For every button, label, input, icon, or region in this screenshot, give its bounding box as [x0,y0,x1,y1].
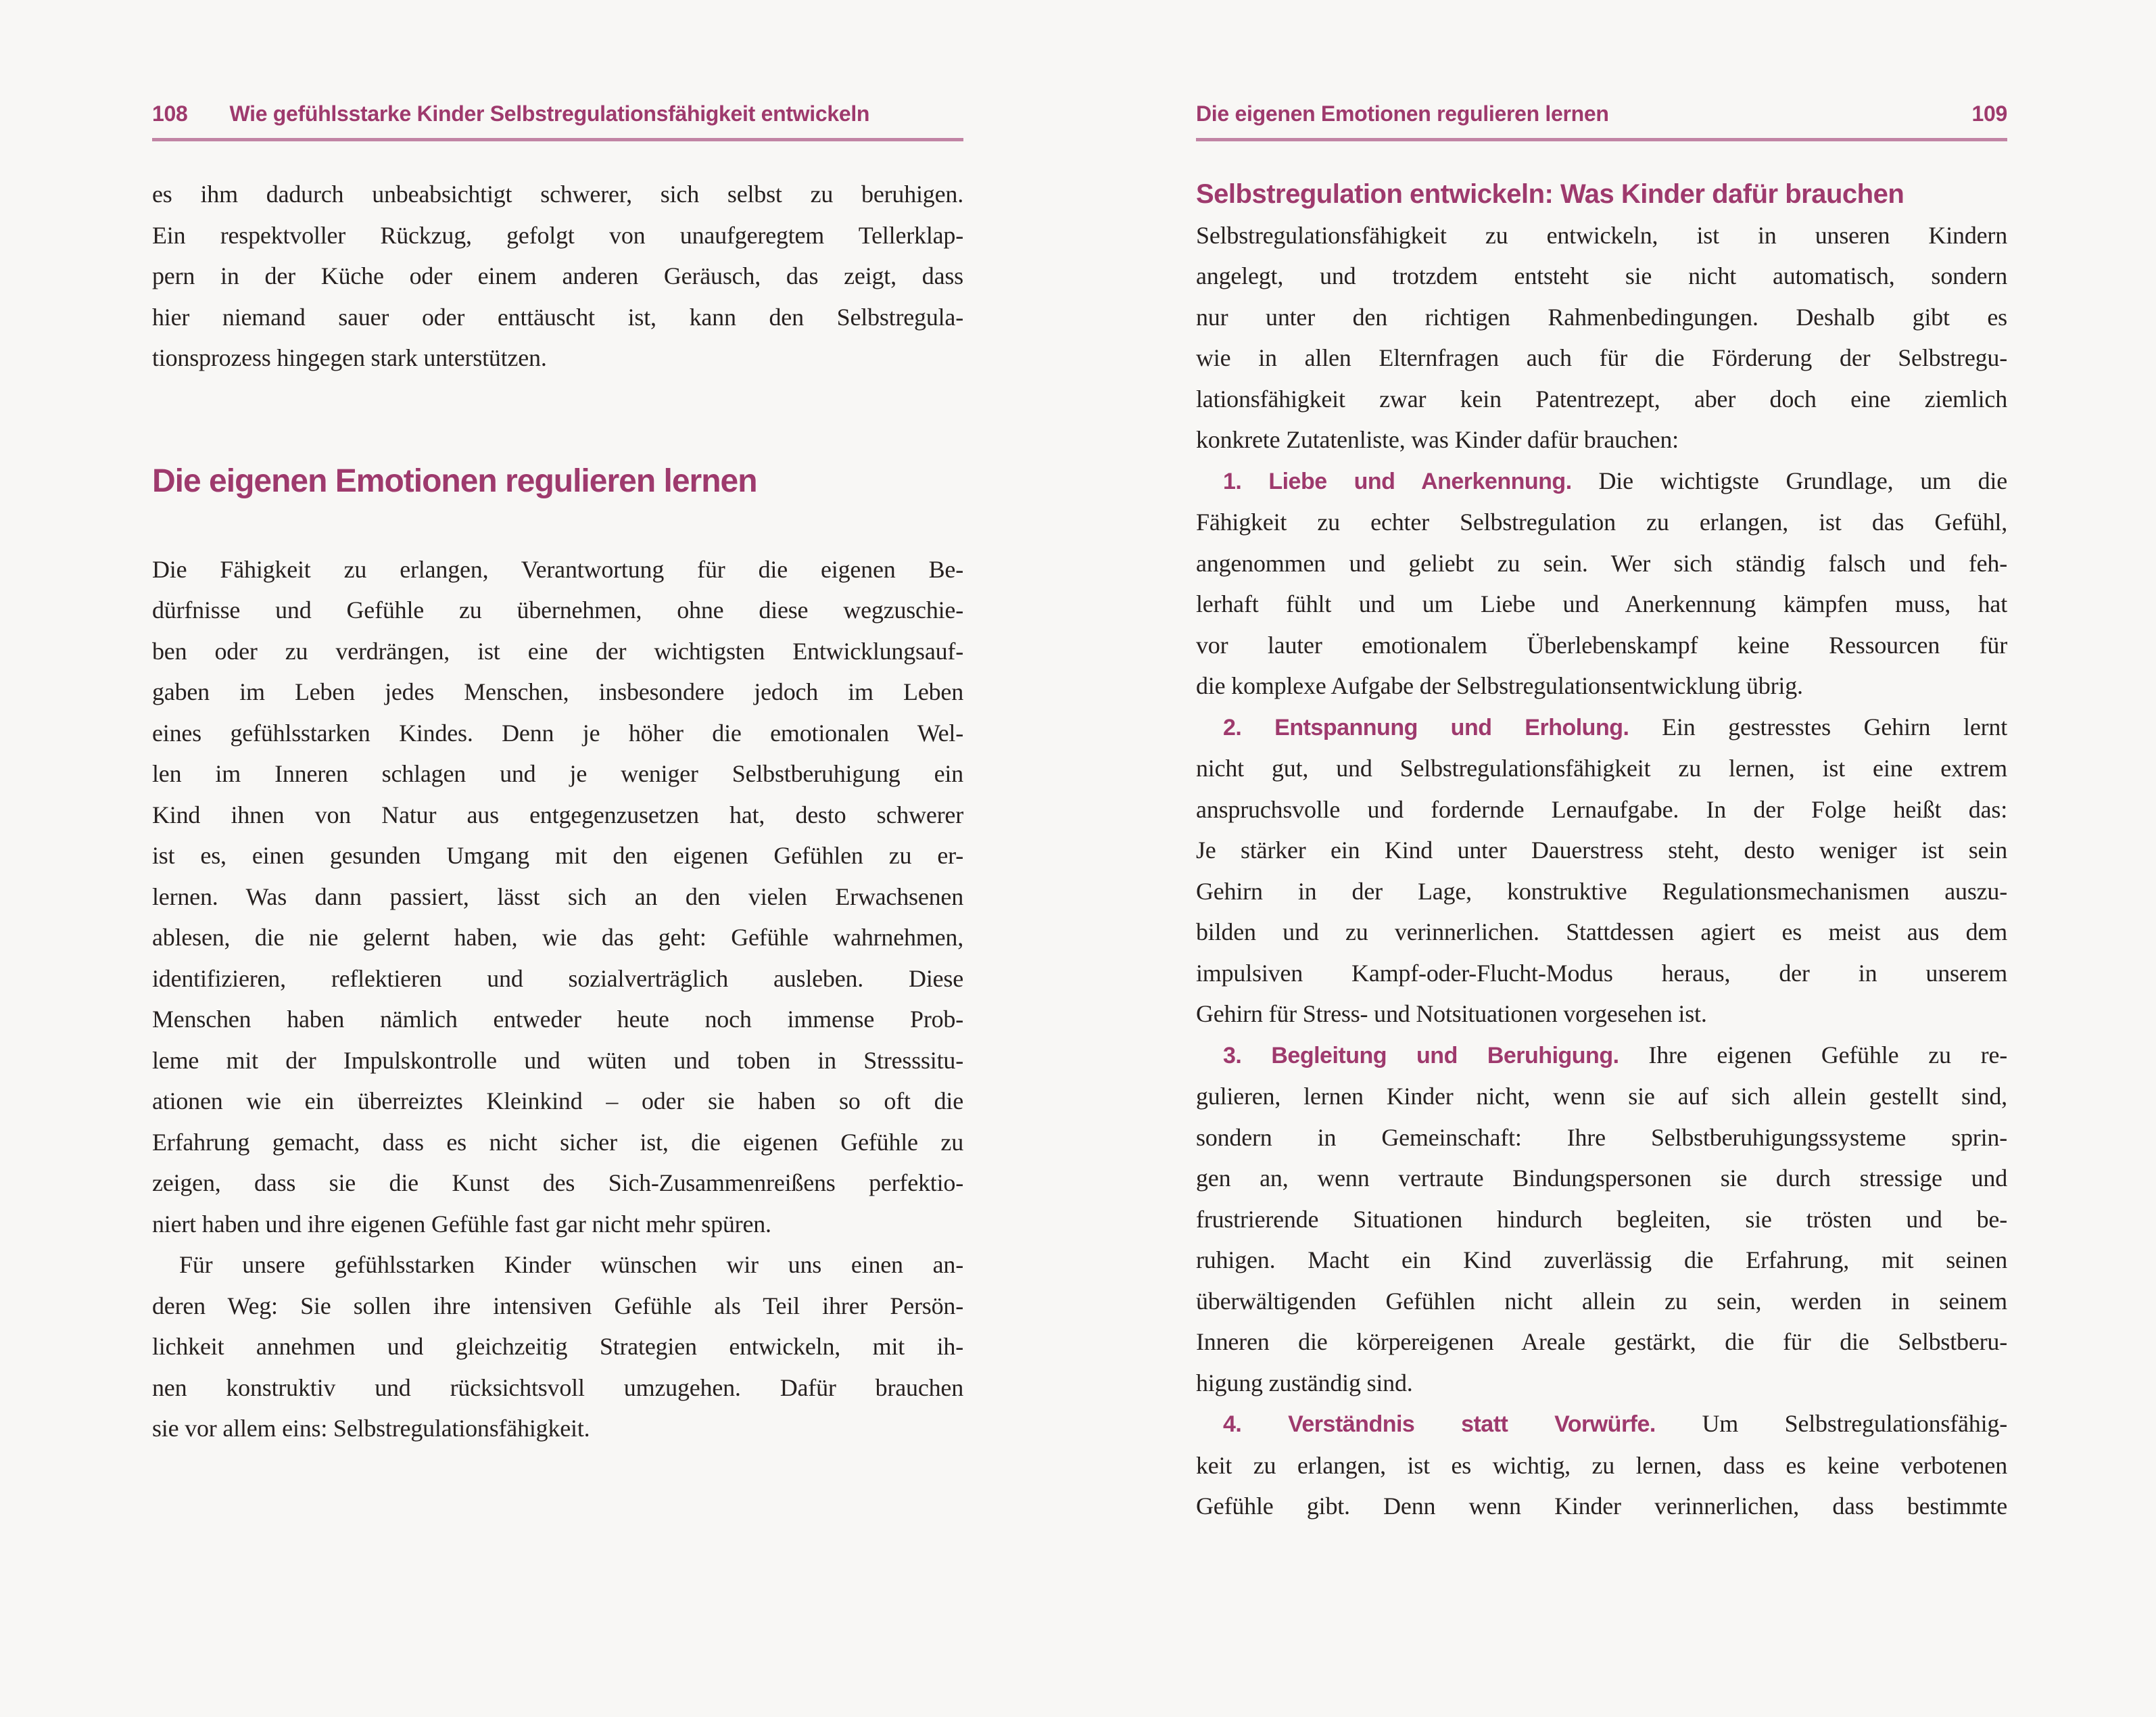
left-header-title: Wie gefühlsstarke Kinder Selbstregulationsfähigkeit entwickeln [229,101,870,126]
text-line: len im Inneren schlagen und je weniger Selbstberuhigung ein [152,760,963,787]
text-line: leme mit der Impulskontrolle und wüten und toben in Stresssitu- [152,1046,963,1074]
left-running-header [152,100,963,141]
text-line: anspruchsvolle und fordernde Lernaufgabe. In der Folge heißt das: [1196,795,2007,823]
text-line: wie in allen Elternfragen auch für die Förderung der Selbstregu- [1196,344,2007,371]
text-line: tionsprozess hingegen stark unterstützen. [152,344,547,371]
text-line: sie vor allem eins: Selbstregulationsfähigkeit. [152,1415,590,1442]
paragraph [1196,1403,2007,1527]
numbered-item-lead: 3. Begleitung und Beruhigung. [1223,1042,1619,1068]
text-line: lationsfähigkeit zwar kein Patentrezept, aber doch eine ziemlich [1196,385,2007,413]
numbered-item-lead: 2. Entspannung und Erholung. [1223,714,1629,740]
left-page-number: 108 [152,101,188,126]
text-line: ist es, einen gesunden Umgang mit den eigenen Gefühlen zu er- [152,842,963,869]
paragraph [1196,461,2007,707]
text-line: deren Weg: Sie sollen ihre intensiven Gefühle als Teil ihrer Persön- [152,1292,963,1319]
text-line: keit zu erlangen, ist es wichtig, zu lernen, dass es keine verbotenen [1196,1451,2007,1479]
text-line: ruhigen. Macht ein Kind zuverlässig die Erfahrung, mit seinen [1196,1246,2007,1273]
right-page-body [1196,174,2007,1527]
right-page-number: 109 [1971,101,2007,126]
text-line: dürfnisse und Gefühle zu übernehmen, ohne diese wegzuschie- [152,596,963,624]
text-line: Je stärker ein Kind unter Dauerstress steht, desto weniger ist sein [1196,837,2007,864]
text-line: hier niemand sauer oder enttäuscht ist, kann den Selbstregula- [152,303,963,331]
text-line: ablesen, die nie gelernt haben, wie das geht: Gefühle wahrnehmen, [152,924,963,951]
right-header-title: Die eigenen Emotionen regulieren lernen [1196,101,1609,126]
text-line: Die Fähigkeit zu erlangen, Verantwortung für die eigenen Be- [152,555,963,583]
text-line: Erfahrung gemacht, dass es nicht sicher ist, die eigenen Gefühle zu [152,1128,963,1156]
text-line: Selbstregulationsfähigkeit zu entwickeln, ist in unseren Kindern [1196,221,2007,249]
text-line: nen konstruktiv und rücksichtsvoll umzugehen. Dafür brauchen [152,1373,963,1401]
paragraph [1196,707,2007,1035]
text-line: 1. Liebe und Anerkennung. Die wichtigste Grundlage, um die [1223,467,2007,494]
text-line: lernen. Was dann passiert, lässt sich an den vielen Erwachsenen [152,883,963,910]
text-line: lerhaft fühlt und um Liebe und Anerkennung kämpfen muss, hat [1196,590,2007,617]
text-line: Gehirn in der Lage, konstruktive Regulationsmechanismen auszu- [1196,877,2007,905]
text-line: Menschen haben nämlich entweder heute noch immense Prob- [152,1006,963,1033]
text-line: frustrierende Situationen hindurch begleiten, sie trösten und be- [1196,1205,2007,1233]
sub-heading: Selbstregulation entwickeln: Was Kinder dafür brauchen [1196,179,1905,209]
text-line: zeigen, dass sie die Kunst des Sich-Zusammenreißens perfektio- [152,1169,963,1196]
text-line: Fähigkeit zu echter Selbstregulation zu erlangen, ist das Gefühl, [1196,509,2007,536]
text-line: vor lauter emotionalem Überlebenskampf keine Ressourcen für [1196,631,2007,659]
text-line: angelegt, und trotzdem entsteht sie nicht automatisch, sondern [1196,262,2007,289]
text-line: Ein respektvoller Rückzug, gefolgt von unaufgeregtem Tellerklap- [152,221,963,249]
paragraph [152,1244,963,1449]
section-heading: Die eigenen Emotionen regulieren lernen [152,463,757,499]
text-line: Inneren die körpereigenen Areale gestärkt, die für die Selbstberu- [1196,1328,2007,1355]
text-line: es ihm dadurch unbeabsichtigt schwerer, sich selbst zu beruhigen. [152,181,963,208]
text-line: higung zuständig sind. [1196,1369,1413,1396]
right-page [1196,100,2007,1527]
text-line: niert haben und ihre eigenen Gefühle fast gar nicht mehr spüren. [152,1210,771,1238]
left-page-body [152,174,963,1449]
text-line: 3. Begleitung und Beruhigung. Ihre eigenen Gefühle zu re- [1223,1041,2008,1068]
text-line: die komplexe Aufgabe der Selbstregulationsentwicklung übrig. [1196,672,1803,699]
text-line: konkrete Zutatenliste, was Kinder dafür brauchen: [1196,426,1679,453]
text-line: impulsiven Kampf-oder-Flucht-Modus heraus, der in unserem [1196,959,2007,987]
text-line: gulieren, lernen Kinder nicht, wenn sie auf sich allein gestellt sind, [1196,1083,2007,1110]
text-line: bilden und zu verinnerlichen. Stattdessen agiert es meist aus dem [1196,918,2007,945]
paragraph [152,549,963,1245]
right-running-header [1196,100,2007,141]
numbered-item-lead: 4. Verständnis statt Vorwürfe. [1223,1411,1656,1437]
text-line: überwältigenden Gefühlen nicht allein zu sein, werden in seinem [1196,1287,2007,1315]
left-page [152,100,963,1449]
text-line: angenommen und geliebt zu sein. Wer sich ständig falsch und feh- [1196,549,2007,577]
text-line: Für unsere gefühlsstarken Kinder wünschen wir uns einen an- [179,1251,963,1278]
numbered-item-lead: 1. Liebe und Anerkennung. [1223,468,1572,494]
paragraph [152,174,963,379]
text-line: ationen wie ein überreiztes Kleinkind – oder sie haben so oft die [152,1087,963,1114]
text-line: Gefühle gibt. Denn wenn Kinder verinnerlichen, dass bestimmte [1196,1492,2007,1520]
text-line: eines gefühlsstarken Kindes. Denn je höher die emotionalen Wel- [152,719,963,747]
text-line: gaben im Leben jedes Menschen, insbesondere jedoch im Leben [152,678,963,705]
paragraph [1196,215,2007,461]
text-line: pern in der Küche oder einem anderen Geräusch, das zeigt, dass [152,262,963,289]
text-line: lichkeit annehmen und gleichzeitig Strategien entwickeln, mit ih- [152,1333,963,1360]
text-line: 4. Verständnis statt Vorwürfe. Um Selbstregulationsfähig- [1223,1410,2007,1437]
text-line: nicht gut, und Selbstregulationsfähigkeit zu lernen, ist eine extrem [1196,755,2007,782]
text-line: Gehirn für Stress- und Notsituationen vorgesehen ist. [1196,1000,1707,1027]
text-line: gen an, wenn vertraute Bindungspersonen sie durch stressige und [1196,1165,2007,1192]
text-line: nur unter den richtigen Rahmenbedingungen. Deshalb gibt es [1196,303,2007,331]
text-line: Kind ihnen von Natur aus entgegenzusetzen hat, desto schwerer [152,801,963,828]
text-line: 2. Entspannung und Erholung. Ein gestresstes Gehirn lernt [1223,713,2007,740]
paragraph [1196,1035,2007,1404]
text-line: sondern in Gemeinschaft: Ihre Selbstberuhigungssysteme sprin- [1196,1123,2007,1151]
text-line: identifizieren, reflektieren und sozialverträglich ausleben. Diese [152,964,963,992]
text-line: ben oder zu verdrängen, ist eine der wichtigsten Entwicklungsauf- [152,637,963,665]
